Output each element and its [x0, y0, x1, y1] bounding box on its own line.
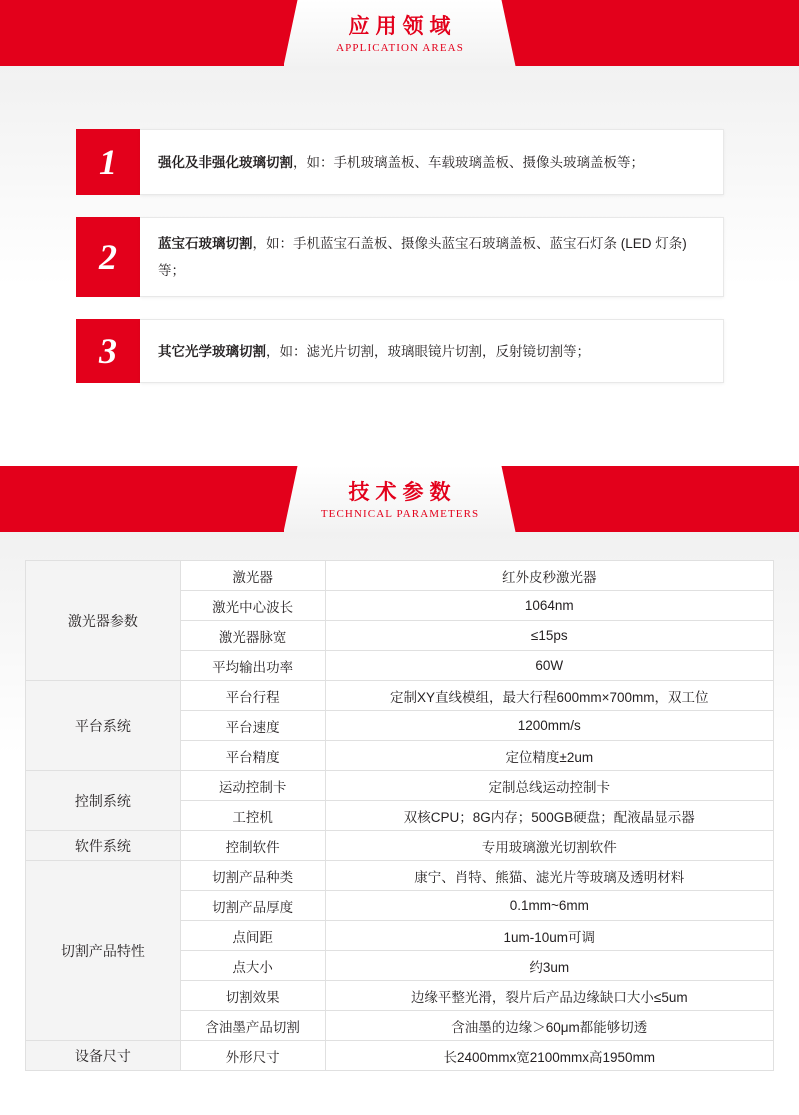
table-row [26, 561, 774, 591]
parameter-group-cell: 软件系统 [26, 831, 181, 861]
parameter-item-cell: 点间距 [180, 921, 325, 951]
parameter-item-cell: 激光器脉宽 [180, 621, 325, 651]
application-body-1: ，如：手机玻璃盖板、车载玻璃盖板、摄像头玻璃盖板等； [293, 154, 644, 170]
parameter-value-cell: 双核CPU；8G内存；500GB硬盘；配液晶显示器 [325, 801, 773, 831]
parameter-item-cell: 激光中心波长 [180, 591, 325, 621]
parameter-value-cell: 红外皮秒激光器 [325, 561, 773, 591]
parameter-item-cell: 平均输出功率 [180, 651, 325, 681]
parameter-item-cell: 切割效果 [180, 981, 325, 1011]
application-text-3 [140, 319, 724, 383]
application-areas-banner [0, 0, 799, 66]
parameter-value-cell: 0.1mm~6mm [325, 891, 773, 921]
parameter-value-cell: 1um-10um可调 [325, 921, 773, 951]
parameter-item-cell: 平台行程 [180, 681, 325, 711]
parameter-item-cell: 平台精度 [180, 741, 325, 771]
application-areas-section [0, 66, 799, 466]
parameter-item-cell: 工控机 [180, 801, 325, 831]
banner-text-group [284, 0, 516, 66]
parameter-group-cell: 设备尺寸 [26, 1041, 181, 1071]
application-title-3: 其它光学玻璃切割 [158, 343, 266, 359]
technical-parameters-section [0, 532, 799, 1091]
banner-text-group-2 [284, 466, 516, 532]
banner-title-en-2: TECHNICAL PARAMETERS [320, 507, 480, 520]
parameter-item-cell: 切割产品种类 [180, 861, 325, 891]
application-body-3: ，如：滤光片切割，玻璃眼镜片切割，反射镜切割等； [266, 343, 590, 359]
parameter-group-cell: 控制系统 [26, 771, 181, 831]
parameter-item-cell: 控制软件 [180, 831, 325, 861]
parameter-value-cell: 定制XY直线模组，最大行程600mm×700mm，双工位 [325, 681, 773, 711]
banner-title-cn-2: 技术参数 [348, 481, 457, 505]
technical-parameters-banner [0, 466, 799, 532]
parameter-item-cell: 点大小 [180, 951, 325, 981]
parameter-item-cell: 含油墨产品切割 [180, 1011, 325, 1041]
parameter-value-cell: 1064nm [325, 591, 773, 621]
application-body-2: ，如：手机蓝宝石盖板、摄像头蓝宝石玻璃盖板、蓝宝石灯条 (LED 灯条)等； [158, 236, 687, 278]
parameter-group-cell: 切割产品特性 [26, 861, 181, 1041]
parameter-value-cell: 定位精度±2um [325, 741, 773, 771]
application-title-2: 蓝宝石玻璃切割 [158, 236, 253, 251]
banner-title-en: APPLICATION AREAS [336, 41, 464, 54]
parameter-item-cell: 平台速度 [180, 711, 325, 741]
parameter-value-cell: ≤15ps [325, 621, 773, 651]
parameter-value-cell: 60W [325, 651, 773, 681]
application-item-3 [76, 319, 724, 383]
parameter-value-cell: 长2400mmx宽2100mmx高1950mm [325, 1041, 773, 1071]
parameter-value-cell: 康宁、肖特、熊猫、滤光片等玻璃及透明材料 [325, 861, 773, 891]
parameter-value-cell: 定制总线运动控制卡 [325, 771, 773, 801]
application-item-2 [76, 217, 724, 297]
parameter-value-cell: 含油墨的边缘＞60μm都能够切透 [325, 1011, 773, 1041]
table-row [26, 681, 774, 711]
application-text-1 [140, 129, 724, 195]
parameter-group-cell: 激光器参数 [26, 561, 181, 681]
banner-title-cn: 应用领域 [348, 15, 457, 39]
application-item-1 [76, 129, 724, 195]
application-number-3: 3 [76, 319, 140, 383]
application-number-2: 2 [76, 217, 140, 297]
parameter-value-cell: 专用玻璃激光切割软件 [325, 831, 773, 861]
application-title-1: 强化及非强化玻璃切割 [158, 154, 293, 170]
parameter-value-cell: 1200mm/s [325, 711, 773, 741]
table-row [26, 861, 774, 891]
parameter-value-cell: 边缘平整光滑，裂片后产品边缘缺口大小≤5um [325, 981, 773, 1011]
parameter-value-cell: 约3um [325, 951, 773, 981]
parameter-item-cell: 外形尺寸 [180, 1041, 325, 1071]
parameter-item-cell: 激光器 [180, 561, 325, 591]
parameter-item-cell: 运动控制卡 [180, 771, 325, 801]
table-row [26, 771, 774, 801]
table-row [26, 831, 774, 861]
parameter-item-cell: 切割产品厚度 [180, 891, 325, 921]
parameter-group-cell: 平台系统 [26, 681, 181, 771]
table-row [26, 1041, 774, 1071]
application-text-2 [140, 217, 724, 297]
application-number-1: 1 [76, 129, 140, 195]
parameters-table [25, 560, 774, 1071]
